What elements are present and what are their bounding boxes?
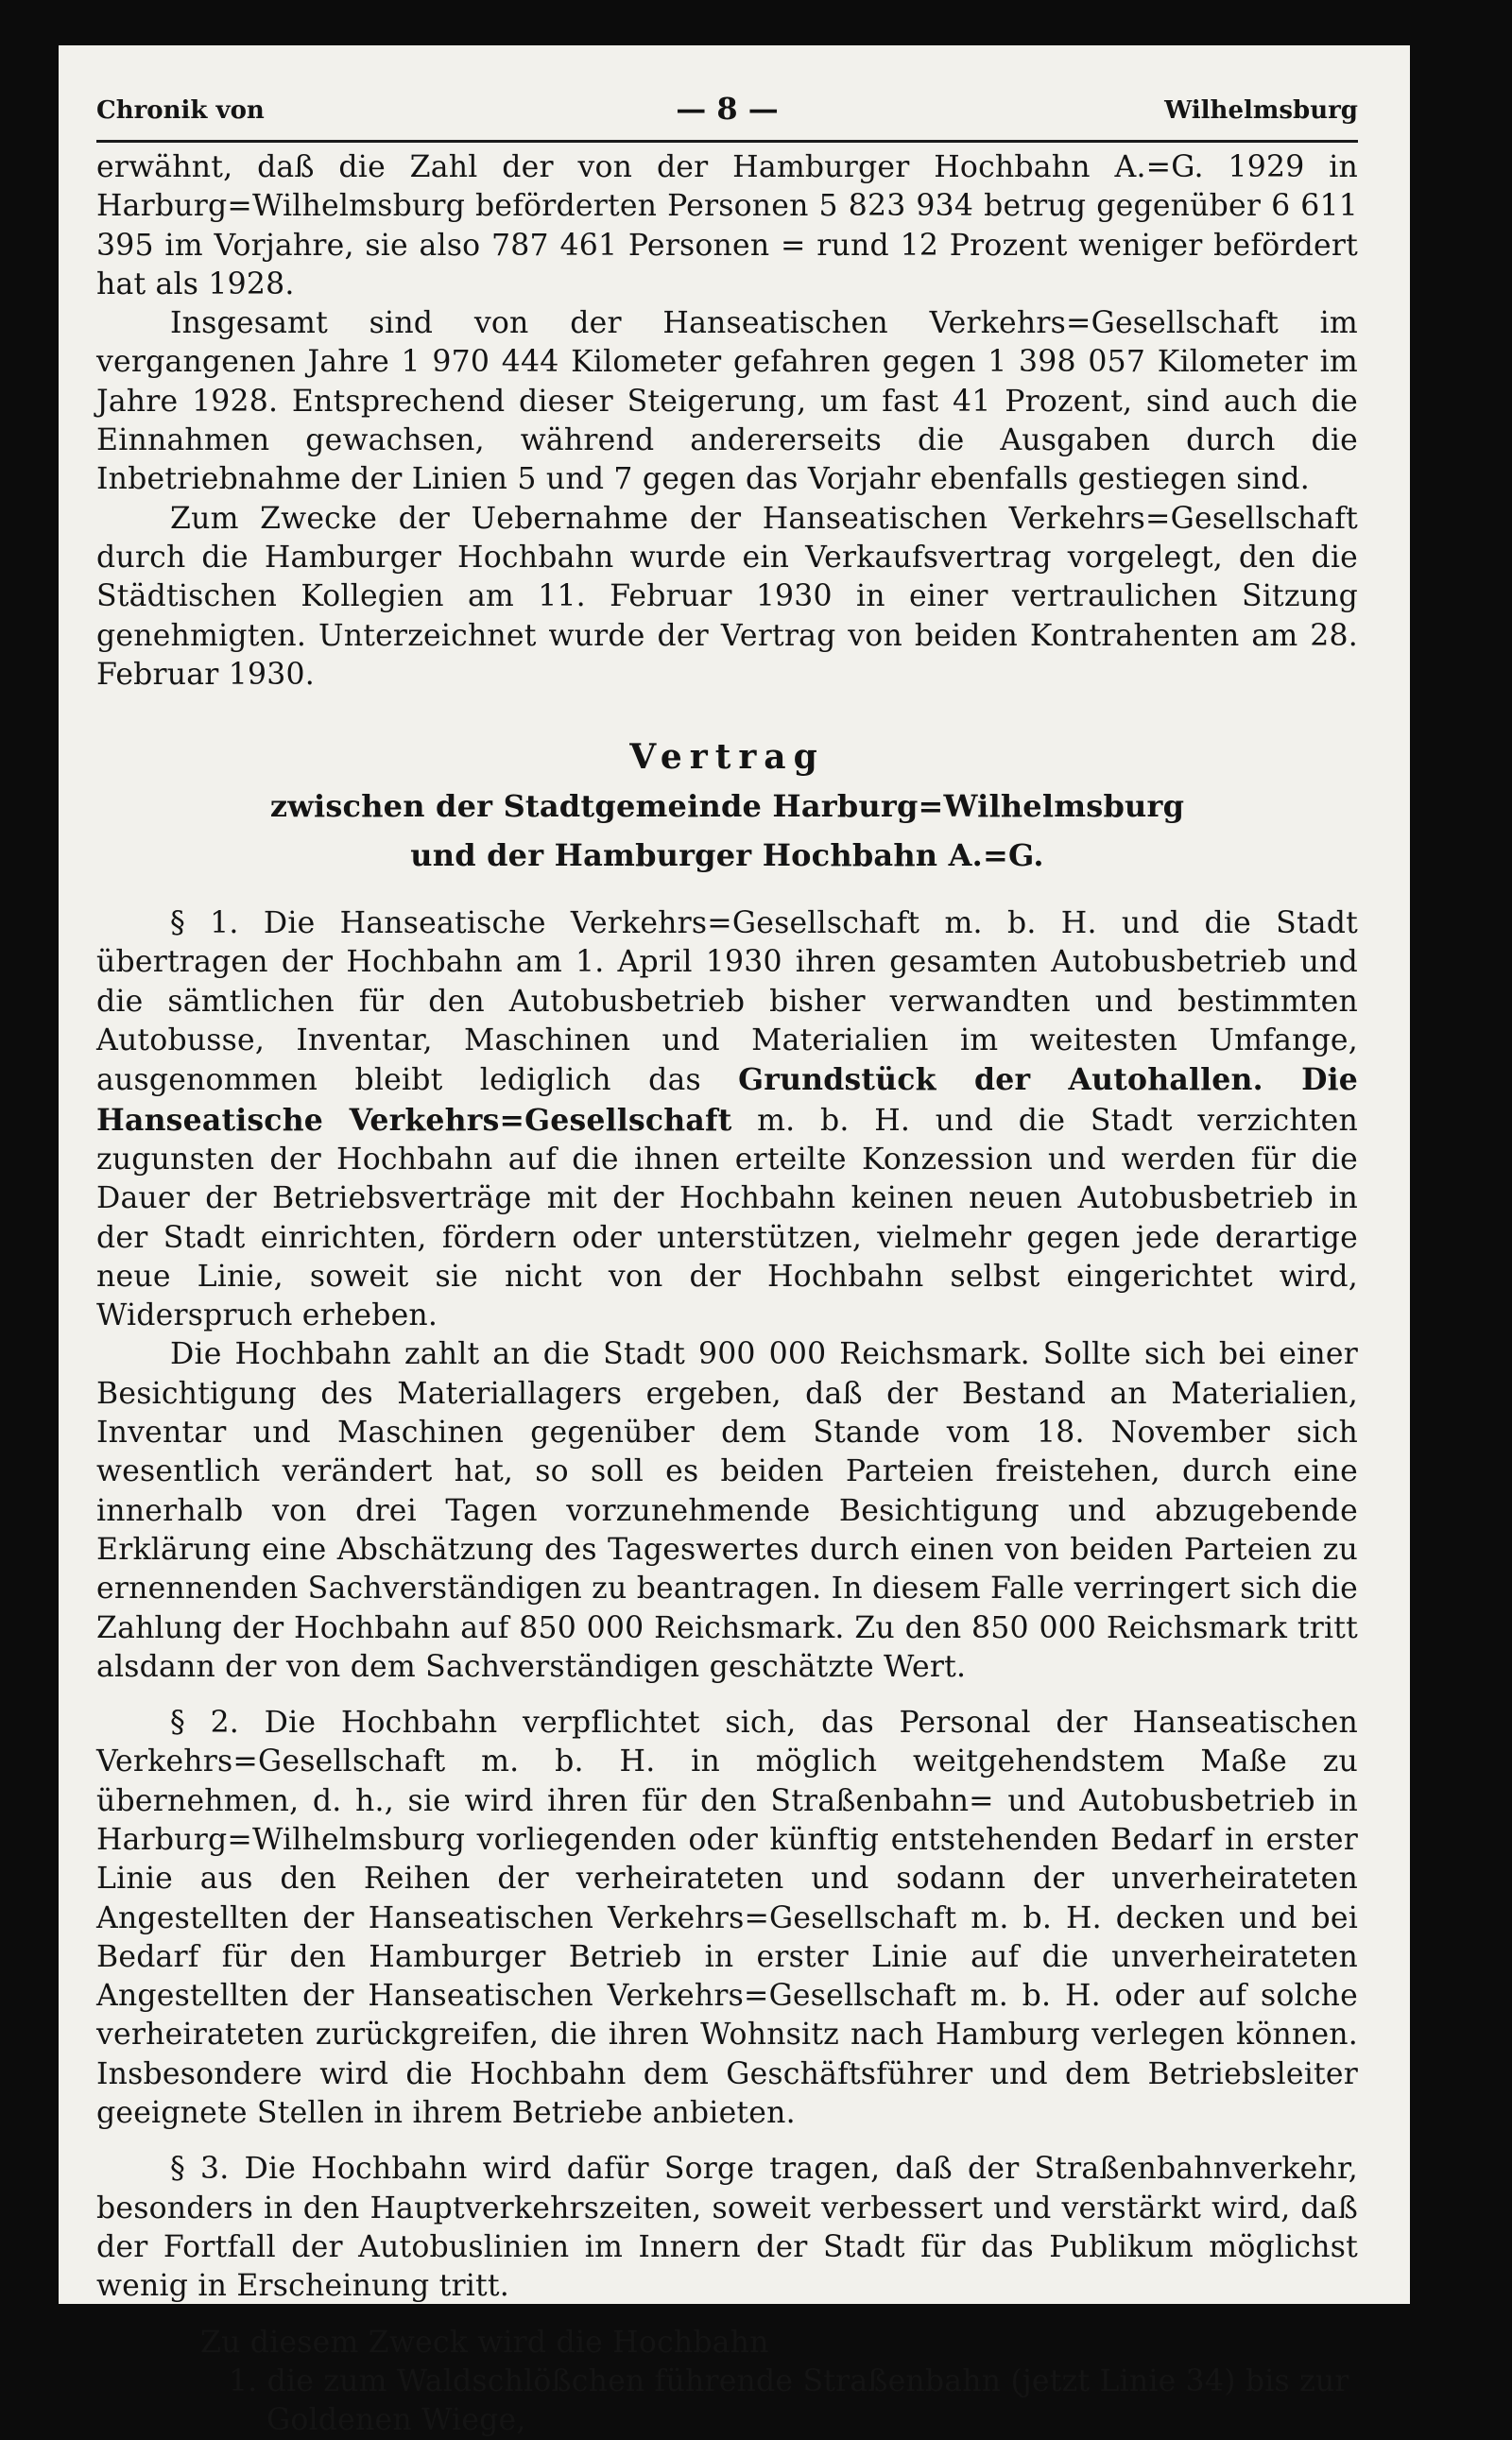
document-page <box>59 45 1410 2438</box>
contract-title-line-1: Vertrag <box>629 737 825 778</box>
section-1-text-b: m. b. H. und die Stadt verzichten zugunsten der Hochbahn auf die ihnen erteilte Konzession und werden für die Dauer der Betriebsverträge mit der Hochbahn keinen neuen Autobusbetrieb in der Stadt einrichten, fördern oder unterstützen, vielmehr gegen jede derartige neue Linie, soweit sie nicht von der Hochbahn selbst eingerichtet wird, Widerspruch erheben. <box>96 1103 1358 1333</box>
section-1-paragraph-2: Die Hochbahn zahlt an die Stadt 900 000 Reichsmark. Sollte sich bei einer Besichtigung des Materiallagers ergeben, daß der Bestand an Materialien, Inventar und Maschinen gegenüber dem Stande vom 18. November sich wesentlich verändert hat, so soll es beiden Parteien freistehen, durch eine innerhalb von drei Tagen vorzunehmende Besichtigung und abzugebende Erklärung eine Abschätzung des Tageswertes durch einen von beiden Parteien zu ernennenden Sachverständigen zu beantragen. In diesem Falle verringert sich die Zahlung der Hochbahn auf 850 000 Reichsmark. Zu den 850 000 Reichsmark tritt alsdann der von dem Sachverständigen geschätzte Wert. <box>96 1337 1358 1684</box>
section-1-text-bold: Grundstück der Autohallen. Die Hanseatische Verkehrs=Gesellschaft <box>96 1062 1358 1138</box>
header-right: Wilhelmsburg <box>1164 96 1358 125</box>
contract-title-line-2: zwischen der Stadtgemeinde Harburg=Wilhelmsburg <box>269 788 1185 825</box>
header-left: Chronik von <box>96 96 265 125</box>
section-1-paragraph-1 <box>96 904 1358 1335</box>
page-number: — 8 — <box>676 91 779 127</box>
paragraph-2: Insgesamt sind von der Hanseatischen Verkehrs=Gesellschaft im vergangenen Jahre 1 970 444 Kilometer gefahren gegen 1 398 057 Kilometer im Jahre 1928. Entsprechend dieser Steigerung, um fast 41 Prozent, sind auch die Einnahmen gewachsen, während andererseits die Ausgaben durch die Inbetriebnahme der Linien 5 und 7 gegen das Vorjahr ebenfalls gestiegen sind. <box>96 306 1358 497</box>
contract-title <box>96 732 1358 880</box>
page-header <box>96 83 1358 143</box>
paragraph-1: erwähnt, daß die Zahl der von der Hamburger Hochbahn A.=G. 1929 in Harburg=Wilhelmsburg beförderten Personen 5 823 934 betrug gegenüber 6 611 395 im Vorjahre, sie also 787 461 Personen = rund 12 Prozent weniger befördert hat als 1928. <box>96 150 1358 301</box>
document-body <box>96 148 1358 2440</box>
section-3-lead: Zu diesem Zweck wird die Hochbahn <box>200 2325 769 2360</box>
section-3: § 3. Die Hochbahn wird dafür Sorge tragen, daß der Straßenbahnverkehr, besonders in den Hauptverkehrszeiten, soweit verbessert und verstärkt wird, daß der Fortfall der Autobuslinien im Innern der Stadt für das Publikum möglichst wenig in Erscheinung tritt. <box>96 2152 1358 2304</box>
list-item-1: 1. die zum Waldschlößchen führende Straßenbahn (jetzt Linie 34) bis zur Goldenen Wiege, <box>229 2363 1349 2438</box>
section-1-text-a: § 1. Die Hanseatische Verkehrs=Gesellschaft m. b. H. und die Stadt übertragen der Hochbahn am 1. April 1930 ihren gesamten Autobusbetrieb und die sämtlichen für den Autobusbetrieb bisher verwandten und bestimmten Autobusse, Inventar, Maschinen und Materialien im weitesten Umfange, ausgenommen bleibt lediglich das <box>96 906 1358 1098</box>
contract-title-line-3: und der Hamburger Hochbahn A.=G. <box>410 837 1044 874</box>
paragraph-3: Zum Zwecke der Uebernahme der Hanseatischen Verkehrs=Gesellschaft durch die Hamburger Hochbahn wurde ein Verkaufsvertrag vorgelegt, den die Städtischen Kollegien am 11. Februar 1930 in einer vertraulichen Sitzung genehmigten. Unterzeichnet wurde der Vertrag von beiden Kontrahenten am 28. Februar 1930. <box>96 501 1358 692</box>
section-2: § 2. Die Hochbahn verpflichtet sich, das Personal der Hanseatischen Verkehrs=Gesellschaft m. b. H. in möglich weitgehendstem Maße zu übernehmen, d. h., sie wird ihren für den Straßenbahn= und Autobusbetrieb in Harburg=Wilhelmsburg vorliegenden oder künftig entstehenden Bedarf in erster Linie aus den Reihen der verheirateten und sodann der unverheirateten Angestellten der Hanseatischen Verkehrs=Gesellschaft m. b. H. decken und bei Bedarf für den Hamburger Betrieb in erster Linie auf die unverheirateten Angestellten der Hanseatischen Verkehrs=Gesellschaft m. b. H. oder auf solche verheirateten zurückgreifen, die ihren Wohnsitz nach Hamburg verlegen können. Insbesondere wird die Hochbahn dem Geschäftsführer und dem Betriebsleiter geeignete Stellen in ihrem Betriebe anbieten. <box>96 1706 1358 2131</box>
